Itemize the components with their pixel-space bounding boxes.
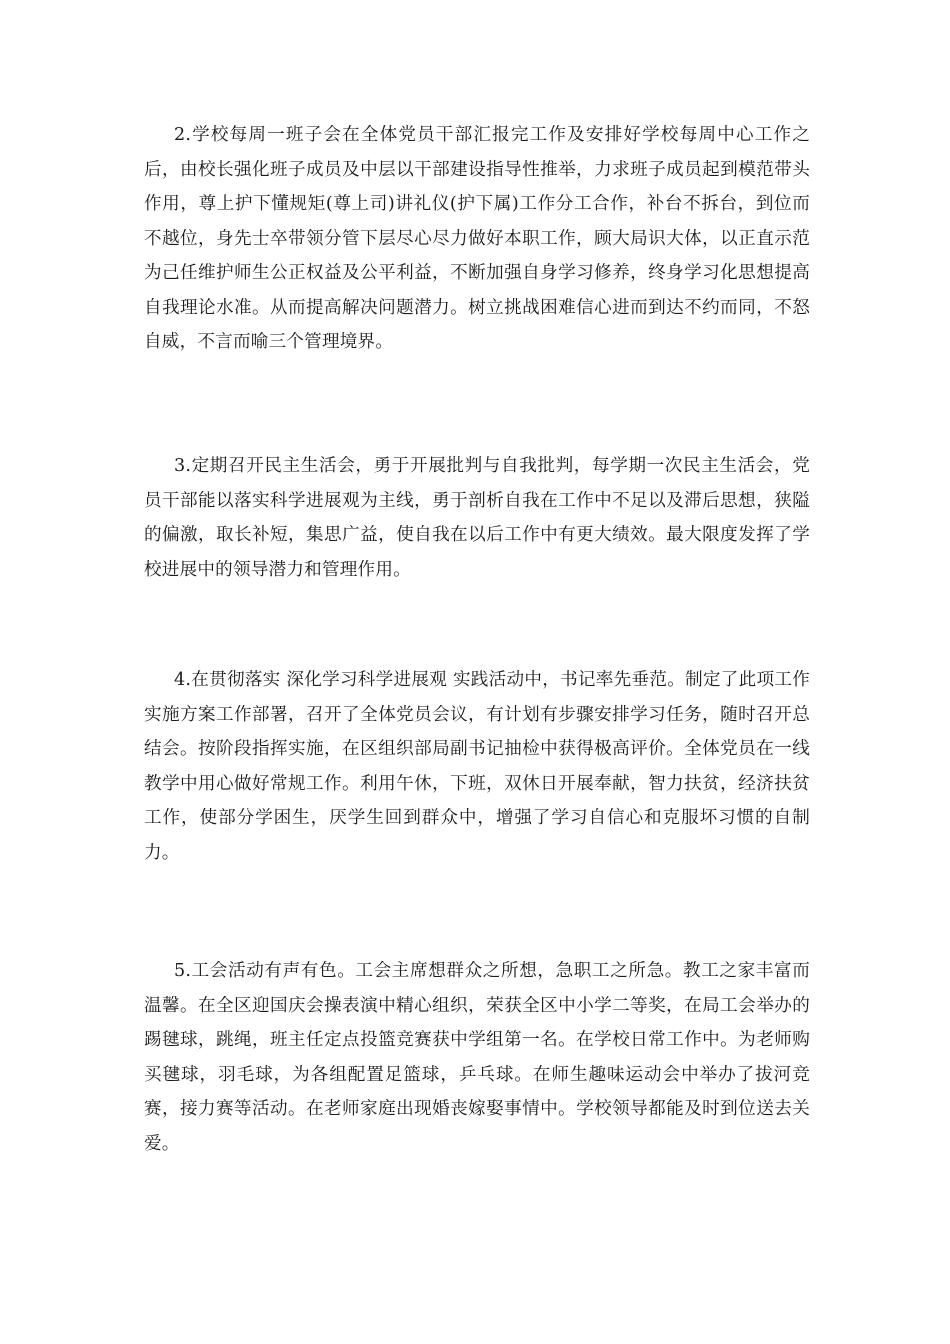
paragraph-5: 5.工会活动有声有色。工会主席想群众之所想，急职工之所急。教工之家丰富而温馨。在全区迎国庆会操表演中精心组织，荣获全区中小学二等奖，在局工会举办的踢毽球，跳绳，班主任定点投篮竞赛获中学组第一名。在学校日常工作中。为老师购买毽球，羽毛球，为各组配置足篮球，乒乓球。在师生趣味运动会中举办了拔河竞赛，接力赛等活动。在老师家庭出现婚丧嫁娶事情中。学校领导都能及时到位送去关爱。 [144, 961, 810, 1154]
paragraph-4: 4.在贯彻落实 深化学习科学进展观 实践活动中，书记率先垂范。制定了此项工作实施方案工作部署，召开了全体党员会议，有计划有步骤安排学习任务，随时召开总结会。按阶段指挥实施，在区组织部局副书记抽检中获得极高评价。全体党员在一线教学中用心做好常规工作。利用午休，下班，双休日开展奉献，智力扶贫，经济扶贫工作，使部分学困生，厌学生回到群众中，增强了学习自信心和克服坏习惯的自制力。 [144, 670, 810, 863]
paragraph-3: 3.定期召开民主生活会，勇于开展批判与自我批判，每学期一次民主生活会，党员干部能以落实科学进展观为主线，勇于剖析自我在工作中不足以及滞后思想，狭隘的偏激，取长补短，集思广益，使自我在以后工作中有更大绩效。最大限度发挥了学校进展中的领导潜力和管理作用。 [144, 456, 810, 580]
paragraph-2: 2.学校每周一班子会在全体党员干部汇报完工作及安排好学校每周中心工作之后，由校长强化班子成员及中层以干部建设指导性推举，力求班子成员起到模范带头作用，尊上护下懂规矩(尊上司)讲礼仪(护下属)工作分工合作，补台不拆台，到位而不越位，身先士卒带领分管下层尽心尽力做好本职工作，顾大局识大体，以正直示范为己任维护师生公正权益及公平利益，不断加强自身学习修养，终身学习化思想提高自我理论水准。从而提高解决问题潜力。树立挑战困难信心进而到达不约而同，不怒自威，不言而喻三个管理境界。 [144, 125, 810, 352]
